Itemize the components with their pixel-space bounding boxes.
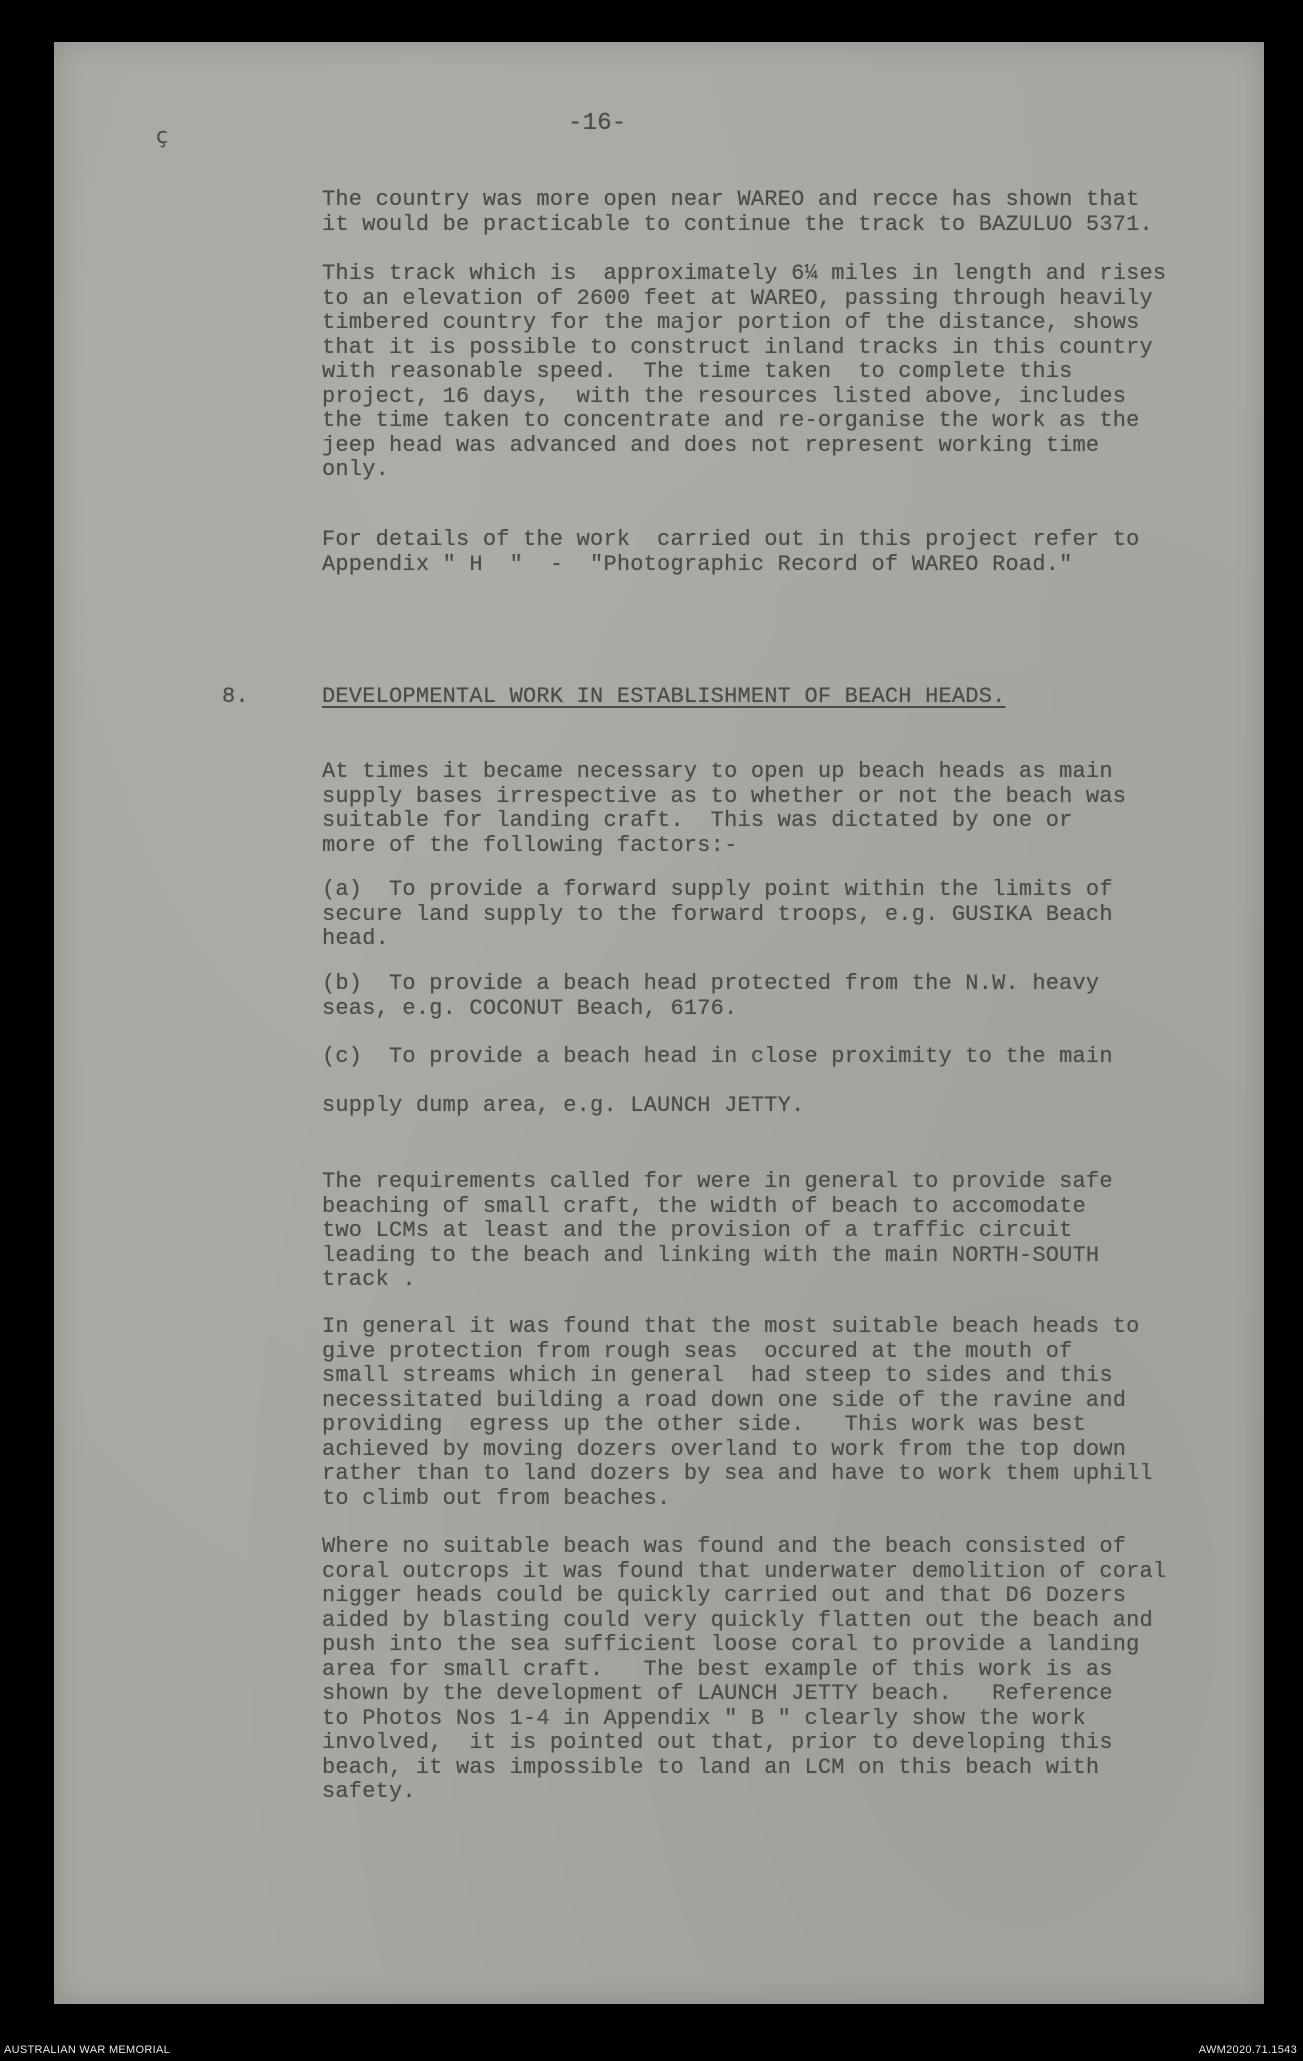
paragraph-wareo-country: The country was more open near WAREO and recce has shown that it would be practicable to continue the track to BAZULUO 5371. [322,187,1153,237]
paragraph-beach-heads-intro: At times it became necessary to open up beach heads as main supply bases irrespective as to whether or not the beach was suitable for landing craft. This was dictated by one or more of the following factors:- [322,759,1127,858]
paragraph-general-findings: In general it was found that the most suitable beach heads to give protection from rough seas occured at the mouth of small streams which in general had steep to sides and this necessitated building a road down one side of the ravine and providing egress up the other side. This work was best achieved by moving dozers overland to work from the top down rather than to land dozers by sea and have to work them uphill to climb out from beaches. [322,1314,1153,1511]
paragraph-coral-demolition: Where no suitable beach was found and the beach consisted of coral outcrops it was found that underwater demolition of coral nigger heads could be quickly carried out and that D6 Dozers aided by blasting could very quickly flatten out the beach and push into the sea sufficient loose coral to provide a landing area for small craft. The best example of this work is as shown by the development of LAUNCH JETTY beach. Reference to Photos Nos 1-4 in Appendix " B " clearly show the work involved, it is pointed out that, prior to developing this beach, it was impossible to land an LCM on this beach with safety. [322,1534,1167,1804]
footer-institution: AUSTRALIAN WAR MEMORIAL [4,2044,171,2056]
list-item-a: (a) To provide a forward supply point within the limits of secure land supply to the forward troops, e.g. GUSIKA Beach head. [322,877,1113,951]
footer-catalog-id: AWM2020.71.1543 [1198,2044,1297,2056]
list-item-b: (b) To provide a beach head protected from the N.W. heavy seas, e.g. COCONUT Beach, 6176. [322,971,1100,1021]
paragraph-track-description: This track which is approximately 6¼ miles in length and rises to an elevation of 2600 feet at WAREO, passing through heavily timbered country for the major portion of the distance, shows that it is possible to construct inland tracks in this country with reasonable speed. The time taken to complete this project, 16 days, with the resources listed above, includes the time taken to concentrate and re-organise the work as the jeep head was advanced and does not represent working time only. [322,261,1167,482]
paragraph-appendix-h-reference: For details of the work carried out in this project refer to Appendix " H " - "Photographic Record of WAREO Road." [322,527,1140,577]
list-item-c: (c) To provide a beach head in close proximity to the main supply dump area, e.g. LAUNCH JETTY. [322,1044,1113,1118]
corner-pencil-mark: ç [156,124,169,149]
page-number: -16- [568,110,627,137]
section-number: 8. [222,684,249,709]
section-heading: DEVELOPMENTAL WORK IN ESTABLISHMENT OF BEACH HEADS. [322,684,1006,709]
paragraph-requirements: The requirements called for were in general to provide safe beaching of small craft, the width of beach to accomodate two LCMs at least and the provision of a traffic circuit leading to the beach and linking with the main NORTH-SOUTH track . [322,1169,1113,1292]
